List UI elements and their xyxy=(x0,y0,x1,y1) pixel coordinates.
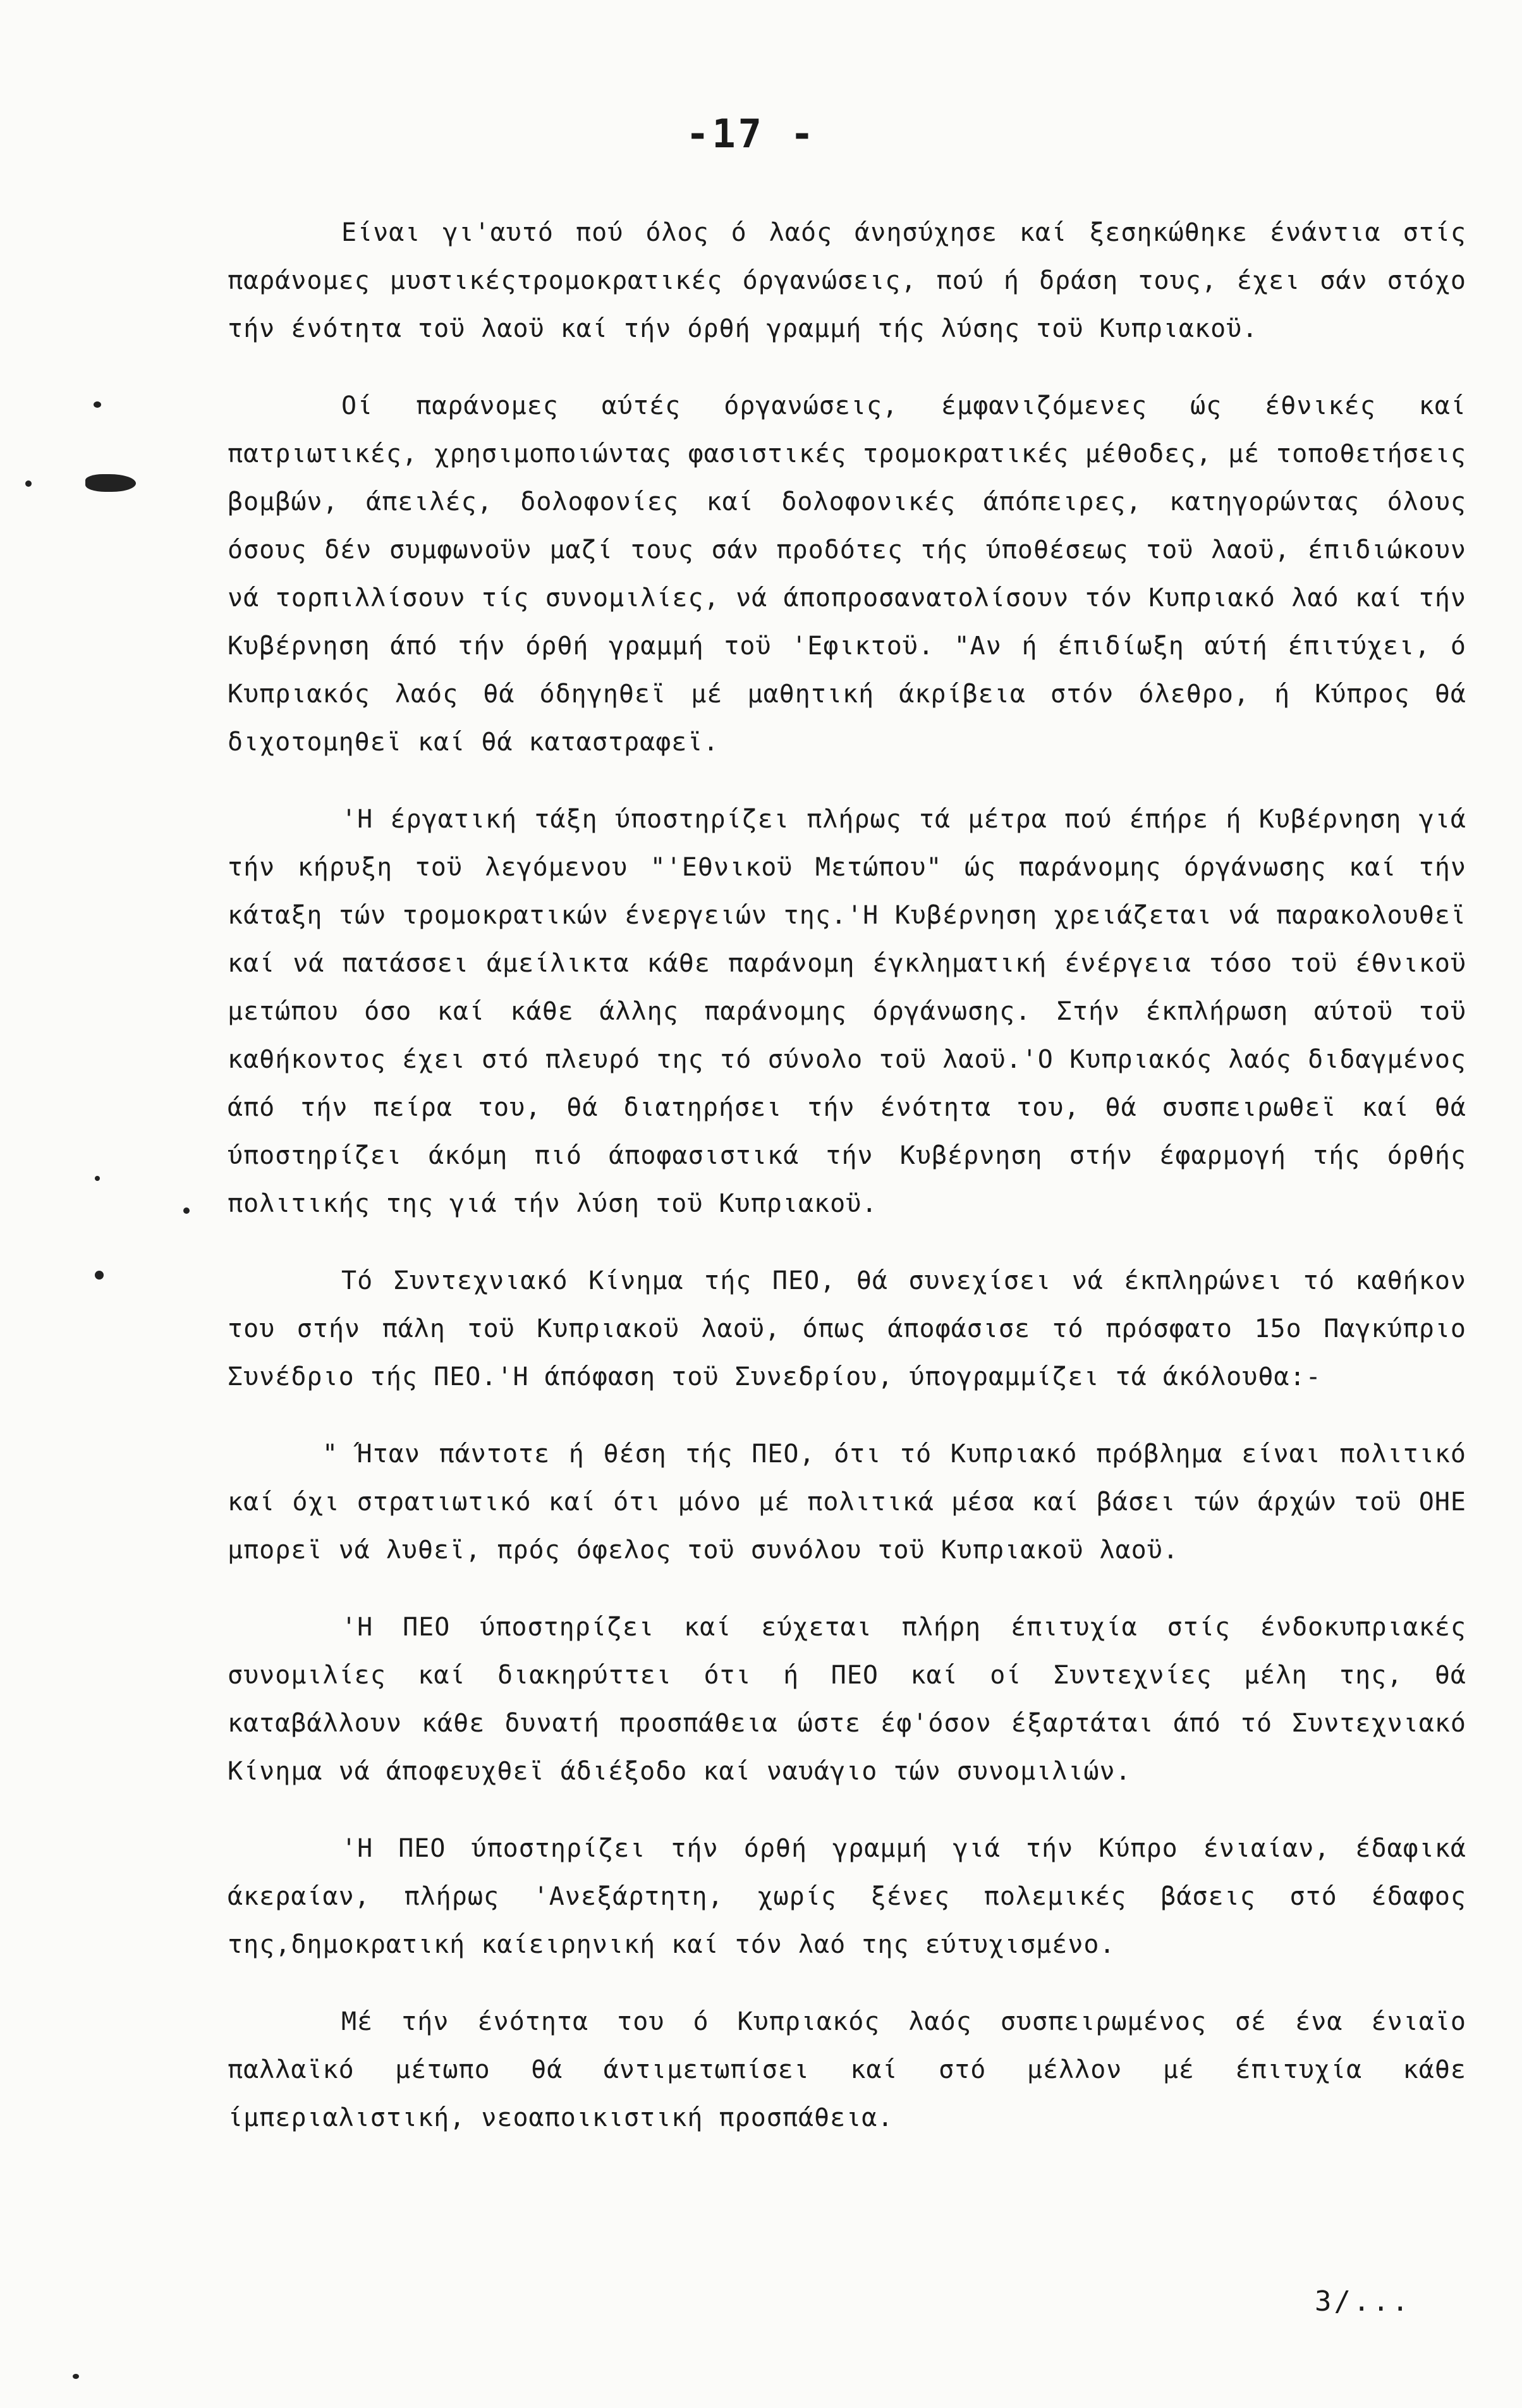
body-text xyxy=(228,209,1466,2171)
paragraph-6: 'Η ΠΕΟ ύποστηρίζει καί εύχεται πλήρη έπιτυχία στίς ένδοκυπριακές συνομιλίες καί διακηρύττει ότι ή ΠΕΟ καί οί Συντεχνίες μέλη της, θά καταβάλλουν κάθε δυνατή προσπάθεια ώστε έφ'όσον έξαρτάται άπό τό Συντεχνιακό Κίνημα νά άποφευχθεϊ άδιέξοδο καί ναυάγιο τών συνομιλιών. xyxy=(228,1613,1466,1786)
page-number: -17 - xyxy=(686,111,817,157)
scan-speck xyxy=(73,2374,79,2379)
paragraph-1: Είναι γι'αυτό πού όλος ό λαός άνησύχησε καί ξεσηκώθηκε ένάντια στίς παράνομες μυστικέςτρομοκρατικές όργανώσεις, πού ή δράση τους, έχει σάν στόχο τήν ένότητα τοϋ λαοϋ καί τήν όρθή γραμμή τής λύσης τοϋ Κυπριακοϋ. xyxy=(228,218,1466,343)
paragraph-8: Μέ τήν ένότητα του ό Κυπριακός λαός συσπειρωμένος σέ ένα ένιαϊο παλλαϊκό μέτωπο θά άντιμετωπίσει καί στό μέλλον μέ έπιτυχία κάθε ίμπεριαλιστική, νεοαποικιστική προσπάθεια. xyxy=(228,2007,1466,2132)
paragraph-2: Οί παράνομες αύτές όργανώσεις, έμφανιζόμενες ώς έθνικές καί πατριωτικές, χρησιμοποιώντας φασιστικές τρομοκρατικές μέθοδες, μέ τοποθετήσεις βομβών, άπειλές, δολοφονίες καί δολοφονικές άπόπειρες, κατηγορώντας όλους όσους δέν συμφωνοϋν μαζί τους σάν προδότες τής ύποθέσεως τοϋ λαοϋ, έπιδιώκουν νά τορπιλλίσουν τίς συνομιλίες, νά άποπροσανατολίσουν τόν Κυπριακό λαό καί τήν Κυβέρνηση άπό τήν όρθή γραμμή τοϋ 'Εφικτοϋ. "Αν ή έπιδίωξη αύτή έπιτύχει, ό Κυπριακός λαός θά όδηγηθεϊ μέ μαθητική άκρίβεια στόν όλεθρο, ή Κύπρος θά διχοτομηθεϊ καί θά καταστραφεϊ. xyxy=(228,391,1466,757)
scan-speck xyxy=(25,480,32,487)
paragraph-5-quote: " Ήταν πάντοτε ή θέση τής ΠΕΟ, ότι τό Κυπριακό πρόβλημα είναι πολιτικό καί όχι στρατιωτικό καί ότι μόνο μέ πολιτικά μέσα καί βάσει τών άρχών τοϋ ΟΗΕ μπορεϊ νά λυθεϊ, πρός όφελος τοϋ συνόλου τοϋ Κυπριακοϋ λαοϋ. xyxy=(228,1439,1466,1565)
paragraph-7: 'Η ΠΕΟ ύποστηρίζει τήν όρθή γραμμή γιά τήν Κύπρο ένιαίαν, έδαφικά άκεραίαν, πλήρως 'Ανεξάρτητη, χωρίς ξένες πολεμικές βάσεις στό έδαφος της,δημοκρατική καίειρηνική καί τόν λαό της εύτυχισμένο. xyxy=(228,1834,1466,1959)
paragraph-4: Τό Συντεχνιακό Κίνημα τής ΠΕΟ, θά συνεχίσει νά έκπληρώνει τό καθήκον του στήν πάλη τοϋ Κυπριακοϋ λαοϋ, όπως άποφάσισε τό πρόσφατο 15ο Παγκύπριο Συνέδριο τής ΠΕΟ.'Η άπόφαση τοϋ Συνεδρίου, ύπογραμμίζει τά άκόλουθα:- xyxy=(228,1266,1466,1391)
continuation-marker: 3/... xyxy=(1315,2285,1411,2318)
scan-speck xyxy=(95,1271,104,1280)
punch-hole-mark xyxy=(85,474,136,492)
paragraph-3: 'Η έργατική τάξη ύποστηρίζει πλήρως τά μέτρα πού έπήρε ή Κυβέρνηση γιά τήν κήρυξη τοϋ λεγόμενου "'Εθνικοϋ Μετώπου" ώς παράνομης όργάνωσης καί τήν κάταξη τών τρομοκρατικών ένεργειών της.'Η Κυβέρνηση χρειάζεται νά παρακολουθεϊ καί νά πατάσσει άμείλικτα κάθε παράνομη έγκληματική ένέργεια τόσο τοϋ έθνικοϋ μετώπου όσο καί κάθε άλλης παράνομης όργάνωσης. Στήν έκπλήρωση αύτοϋ τοϋ καθήκοντος έχει στό πλευρό της τό σύνολο τοϋ λαοϋ.'Ο Κυπριακός λαός διδαγμένος άπό τήν πείρα του, θά διατηρήσει τήν ένότητα του, θά συσπειρωθεϊ καί θά ύποστηρίζει άκόμη πιό άποφασιστικά τήν Κυβέρνηση στήν έφαρμογή τής όρθής πολιτικής της γιά τήν λύση τοϋ Κυπριακοϋ. xyxy=(228,805,1466,1218)
scan-speck xyxy=(183,1207,190,1214)
scan-speck xyxy=(94,401,101,408)
scan-speck xyxy=(95,1176,100,1181)
